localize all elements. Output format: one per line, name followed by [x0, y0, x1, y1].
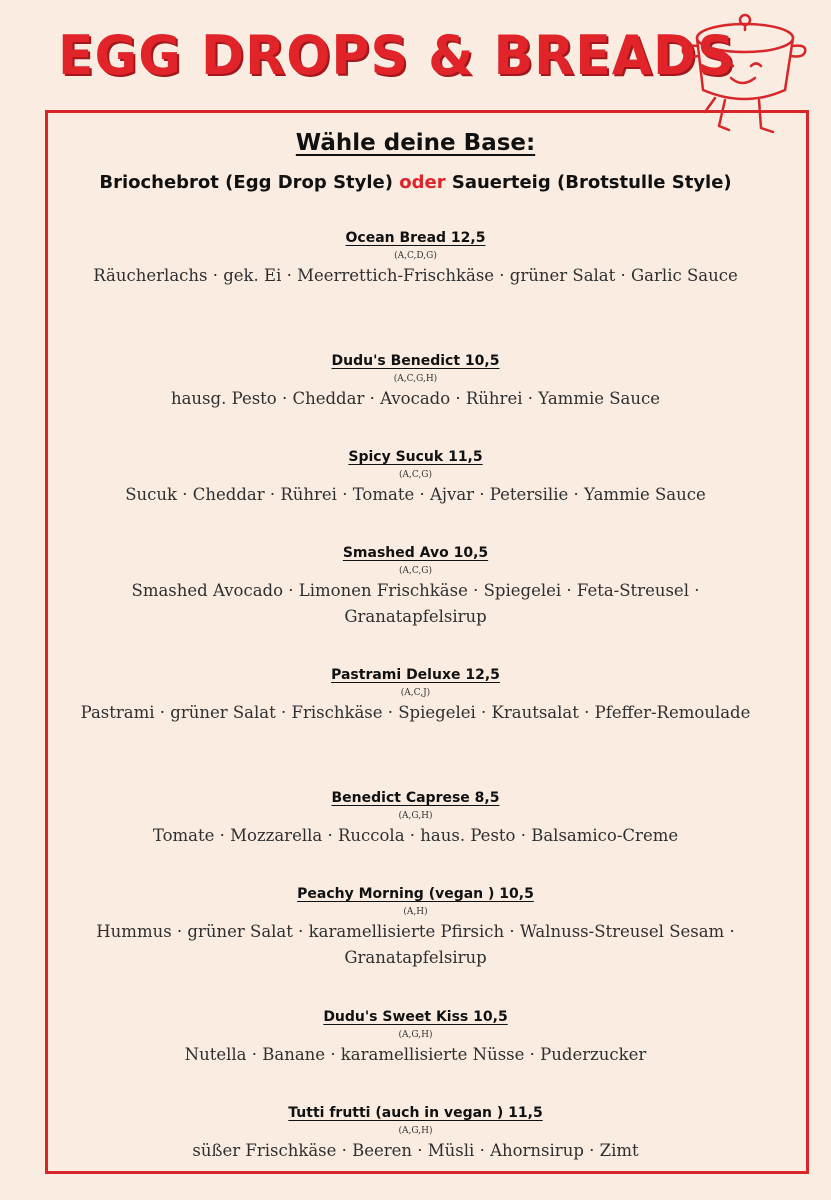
menu-item-benedict-caprese: [60, 789, 771, 849]
menu-item-allergens: (A,C,J): [400, 688, 431, 698]
menu-item-name: Dudu's Benedict 10,5: [331, 353, 500, 369]
base-option-separator: oder: [399, 172, 446, 193]
menu-item-allergens: (A,C,G): [399, 566, 432, 576]
menu-item-description: Pastrami · grüner Salat · Frischkäse · Spiegelei · Krautsalat · Pfeffer-Remoulade: [80, 703, 751, 722]
menu-item-allergens: (A,G,H): [398, 1030, 433, 1040]
base-heading: Wähle deine Base:: [295, 130, 536, 156]
base-option-brioche: Briochebrot (Egg Drop Style): [99, 172, 400, 193]
menu-item-description: süßer Frischkäse · Beeren · Müsli · Ahornsirup · Zimt: [192, 1141, 639, 1160]
menu-item-ocean-bread: [60, 229, 771, 289]
menu-item-name: Tutti frutti (auch in vegan ) 11,5: [288, 1105, 543, 1121]
menu-item-dudus-benedict: [60, 352, 771, 412]
menu-item-name: Dudu's Sweet Kiss 10,5: [323, 1009, 508, 1025]
menu-item-description: Räucherlachs · gek. Ei · Meerrettich-Frischkäse · grüner Salat · Garlic Sauce: [93, 266, 738, 285]
menu-item-name: Ocean Bread 12,5: [345, 230, 486, 246]
menu-item-description: Sucuk · Cheddar · Rührei · Tomate · Ajvar · Petersilie · Yammie Sauce: [125, 485, 706, 504]
base-option-sourdough: Sauerteig (Brotstulle Style): [445, 172, 732, 193]
menu-item-name: Spicy Sucuk 11,5: [348, 449, 483, 465]
menu-item-name: Smashed Avo 10,5: [342, 545, 489, 561]
menu-item-allergens: (A,G,H): [398, 811, 433, 821]
menu-item-name: Benedict Caprese 8,5: [331, 790, 500, 806]
menu-item-allergens: (A,H): [403, 907, 428, 917]
page-title: EGG DROPS & BREADS: [58, 24, 736, 88]
menu-item-allergens: (A,C,G,H): [393, 374, 438, 384]
menu-item-smashed-avo: [60, 544, 771, 630]
menu-item-name: Pastrami Deluxe 12,5: [331, 667, 500, 683]
menu-item-description: Hummus · grüner Salat · karamellisierte Pfirsich · Walnuss-Streusel Sesam · Granatapfelsirup: [96, 922, 735, 967]
menu-item-peachy-morning: [60, 885, 771, 971]
menu-item-description: hausg. Pesto · Cheddar · Avocado · Rührei · Yammie Sauce: [170, 389, 661, 408]
menu-item-description: Smashed Avocado · Limonen Frischkäse · Spiegelei · Feta-Streusel · Granatapfelsirup: [131, 581, 700, 626]
menu-item-description: Nutella · Banane · karamellisierte Nüsse · Puderzucker: [184, 1045, 647, 1064]
menu-item-allergens: (A,C,D,G): [394, 251, 437, 261]
menu-item-tutti-frutti: [60, 1104, 771, 1164]
menu-item-allergens: (A,G,H): [398, 1126, 433, 1136]
menu-item-pastrami-deluxe: [60, 666, 771, 726]
menu-item-name: Peachy Morning (vegan ) 10,5: [297, 886, 534, 902]
menu-item-description: Tomate · Mozzarella · Ruccola · haus. Pesto · Balsamico-Creme: [152, 826, 679, 845]
base-subheading: [0, 172, 831, 193]
menu-item-dudus-sweet-kiss: [60, 1008, 771, 1068]
menu-item-spicy-sucuk: [60, 448, 771, 508]
menu-item-allergens: (A,C,G): [399, 470, 432, 480]
